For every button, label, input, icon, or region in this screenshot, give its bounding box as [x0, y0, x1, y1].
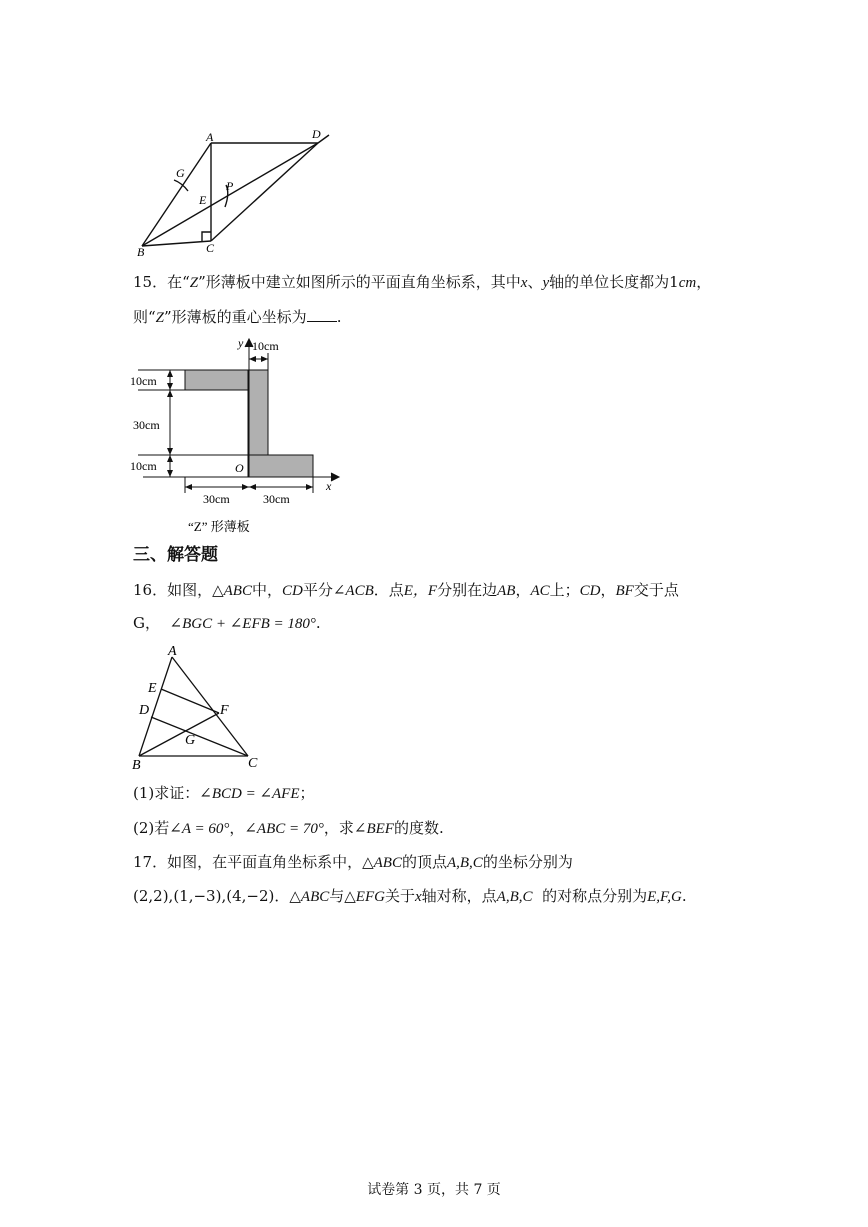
- dim-left-mid: 30cm: [133, 418, 160, 432]
- dim-bottom-right: 30cm: [263, 492, 290, 506]
- label-F: F: [220, 703, 229, 718]
- label-C: C: [248, 756, 258, 771]
- label-D: D: [312, 127, 321, 141]
- label-E: E: [148, 681, 157, 696]
- y-axis-label: y: [238, 336, 244, 350]
- origin-label: O: [235, 461, 244, 475]
- figure-16-triangle: [128, 643, 268, 775]
- label-D: D: [139, 703, 150, 718]
- label-B: B: [137, 245, 145, 259]
- label-C: C: [206, 241, 215, 255]
- q15-line-2: 则“Z”形薄板的重心坐标为 .: [133, 308, 342, 326]
- dim-bottom-left: 30cm: [203, 492, 230, 506]
- figure-caption: “Z” 形薄板: [188, 519, 250, 534]
- answer-blank: [307, 307, 337, 322]
- label-E: E: [199, 193, 207, 207]
- label-A: A: [206, 130, 214, 144]
- label-B: B: [132, 758, 141, 773]
- dim-top: 10cm: [252, 339, 279, 353]
- label-G: G: [176, 166, 185, 180]
- q16-part-2: (2)若∠A = 60°，∠ABC = 70°，求∠BEF的度数.: [133, 819, 444, 837]
- x-axis-label: x: [326, 479, 332, 493]
- figure-15-z-plate: [128, 335, 348, 540]
- figure-14-parallelogram: [130, 125, 340, 260]
- q17-line-2: (2,2),(1,−3),(4,−2)．△ABC与△EFG关于x轴对称，点A,B,C 的对称点分别为E,F,G.: [133, 887, 687, 905]
- label-P: P: [226, 179, 234, 193]
- q15-line-1: 15．在“Z”形薄板中建立如图所示的平面直角坐标系，其中x、y轴的单位长度都为1cm，: [133, 273, 712, 291]
- q17-line-1: 17．如图，在平面直角坐标系中，△ABC的顶点A,B,C的坐标分别为: [133, 853, 573, 871]
- dim-left-top: 10cm: [130, 374, 157, 388]
- q16-part-1: (1)求证：∠BCD = ∠AFE；: [133, 784, 315, 802]
- label-A: A: [168, 644, 177, 659]
- q16-line-2: G， ∠BGC + ∠EFB = 180°.: [133, 614, 321, 632]
- q16-line-1: 16．如图，△ABC中，CD平分∠ACB．点E，F分别在边AB，AC上；CD，BF交于点: [133, 581, 679, 599]
- page-footer: 试卷第 3 页，共 7 页: [367, 1182, 501, 1198]
- dim-left-bot: 10cm: [130, 459, 157, 473]
- section-heading: 三、解答题: [133, 545, 218, 565]
- label-G: G: [185, 733, 196, 748]
